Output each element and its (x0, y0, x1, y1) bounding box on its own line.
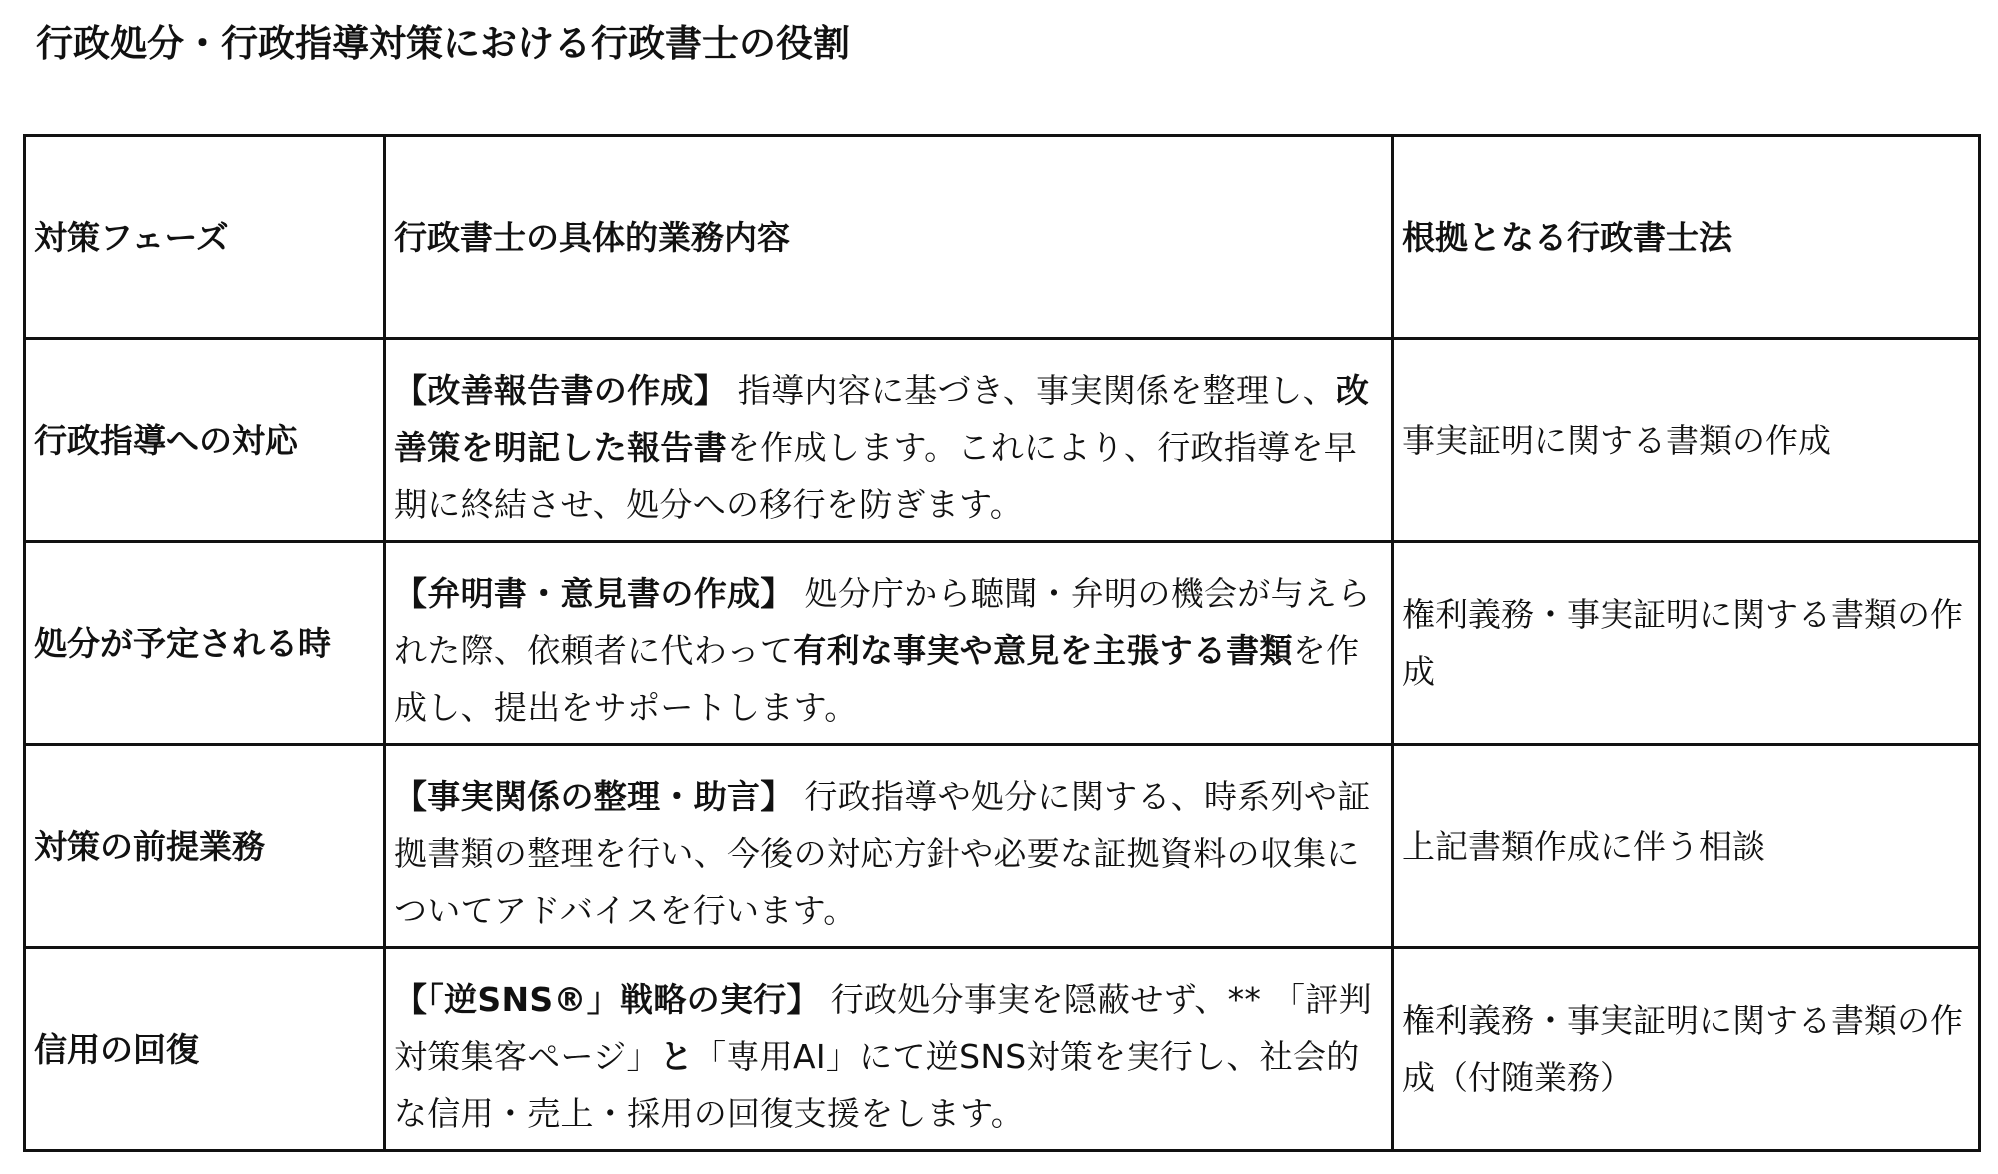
content-heading: 【改善報告書の作成】 (394, 370, 727, 410)
phase-cell: 行政指導への対応 (25, 339, 385, 542)
content-text (394, 348, 1383, 533)
basis-cell: 権利義務・事実証明に関する書類の作成 (1393, 542, 1980, 745)
roles-table (23, 134, 1981, 1152)
content-segment: を作成し、提出をサポートします。 (394, 630, 1360, 727)
content-heading: 【弁明書・意見書の作成】 (394, 573, 794, 613)
basis-cell: 権利義務・事実証明に関する書類の作成（付随業務） (1393, 948, 1980, 1151)
content-cell (385, 542, 1393, 745)
table-header-row (25, 136, 1980, 339)
table-row (25, 948, 1980, 1151)
phase-cell: 処分が予定される時 (25, 542, 385, 745)
content-text (394, 551, 1383, 736)
content-heading: 【「逆SNS®」戦略の実行】 (394, 979, 820, 1019)
content-emphasis: 改善策を明記した報告書 (394, 370, 1370, 467)
content-cell (385, 339, 1393, 542)
content-emphasis: と (659, 1036, 694, 1076)
content-segment: 行政指導や処分に関する、時系列や証拠書類の整理を行い、今後の対応方針や必要な証拠資料の収集についてアドバイスを行います。 (394, 776, 1371, 930)
header-basis: 根拠となる行政書士法 (1393, 136, 1980, 339)
phase-cell: 信用の回復 (25, 948, 385, 1151)
content-segment: 行政処分事実を隠蔽せず、** 「評判対策集客ページ」 (394, 979, 1372, 1076)
content-segment: を作成します。これにより、行政指導を早期に終結させ、処分への移行を防ぎます。 (394, 427, 1358, 524)
table-row (25, 542, 1980, 745)
table-row (25, 745, 1980, 948)
content-cell (385, 948, 1393, 1151)
content-emphasis: 有利な事実や意見を主張する書類 (793, 630, 1293, 670)
content-segment: 「専用AI」にて逆SNS対策を実行し、社会的な信用・売上・採用の回復支援をします。 (394, 1036, 1360, 1133)
content-text (394, 754, 1383, 939)
content-heading: 【事実関係の整理・助言】 (394, 776, 794, 816)
content-cell (385, 745, 1393, 948)
content-segment: 指導内容に基づき、事実関係を整理し、 (727, 370, 1336, 410)
page-title: 行政処分・行政指導対策における行政書士の役割 (36, 22, 850, 65)
basis-cell: 上記書類作成に伴う相談 (1393, 745, 1980, 948)
basis-cell: 事実証明に関する書類の作成 (1393, 339, 1980, 542)
table-row (25, 339, 1980, 542)
phase-cell: 対策の前提業務 (25, 745, 385, 948)
header-content: 行政書士の具体的業務内容 (385, 136, 1393, 339)
content-segment: 処分庁から聴聞・弁明の機会が与えられた際、依頼者に代わって (394, 573, 1371, 670)
header-phase: 対策フェーズ (25, 136, 385, 339)
content-text (394, 957, 1383, 1142)
